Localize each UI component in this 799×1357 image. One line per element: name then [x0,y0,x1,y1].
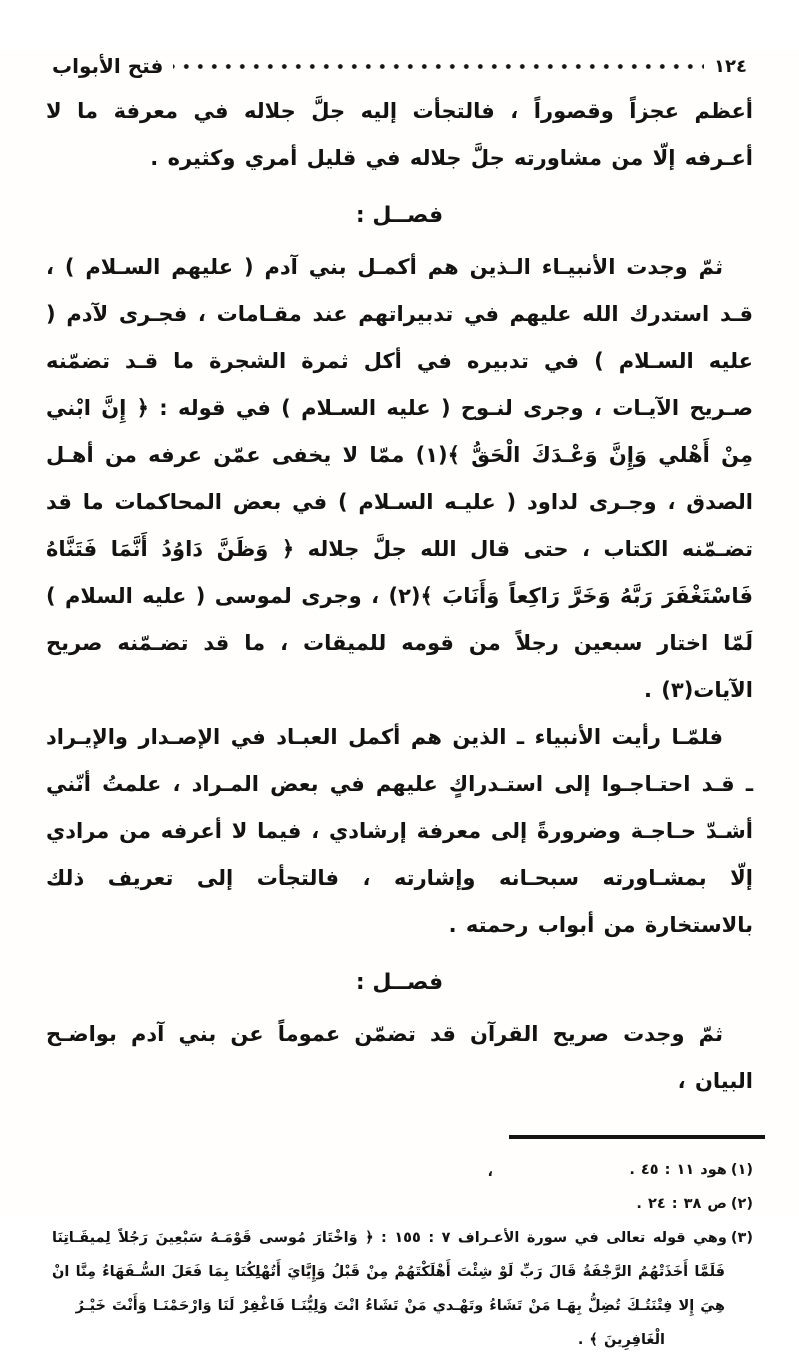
footnotes [0,1153,799,1357]
paragraph-quran-general: ثمّ وجدت صريح القرآن قد تضمّن عموماً عن بني آدم بواضـح البيان ، [46,1022,753,1093]
footnote-1 [52,1153,753,1187]
paragraph-prophets: ثمّ وجدت الأنبيـاء الـذين هم أكمـل بني آدم ( عليهم السـلام ) ، قـد استدرك الله عليهم في تدبيراتهم عند مقـامات ، فجـرى لآدم ( عليه السـلام ) في تدبيره في أكل ثمرة الشجرة ما قـد تضمّنه صـريح الآيـات ، وجرى لنـوح ( عليه السـلام ) في قوله : ﴿ إِنَّ ابْني مِنْ أَهْلي وَإِنَّ وَعْـدَكَ الْحَقُّ ﴾(١) ممّا لا يخفى عمّن عرفه من أهـل الصدق ، وجـرى لداود ( عليـه السـلام ) في بعض المحاكمات ما قد تضـمّنه الكتاب ، حتى قال الله جلَّ جلاله ﴿ وَظَنَّ دَاوُدُ أَنَّمَا فَتَنَّاهُ فَاسْتَغْفَرَ رَبَّهُ وَخَرَّ رَاكِعاً وَأَنَابَ ﴾(٢) ، وجرى لموسى ( عليه السلام ) لَمّا اختار سبعين رجلاً من قومه للميقات ، ما قد تضـمّنه صريح الآيات(٣) . [46,255,753,702]
paragraph-conclusion: فلمّـا رأيت الأنبياء ـ الذين هم أكمل العبـاد في الإصـدار والإيـراد ـ قـد احتـاجـوا إلى استـدراكٍ عليهم في بعض المـراد ، علمتُ أنّني أشـدّ حـاجـة وضرورةً إلى معرفة إرشادي ، فيما لا أعرفه من مرادي إلّا بمشـاورته سبحـانه وإشارته ، فالتجأت إلى تعريف ذلك بالاستخارة من أبواب رحمته . [46,725,753,937]
footnote-3 [52,1221,753,1357]
dotted-leader [173,63,704,70]
paragraph-continuation: أعظم عجزاً وقصوراً ، فالتجأت إليه جلَّ جلاله في معرفة ما لا أعـرفه إلّا من مشاورته جلَّ جلاله في قليل أمري وكثيره . [46,99,753,170]
page-header [52,50,747,82]
footnote-1-stray-comma: ، [487,1163,493,1180]
body-text [0,82,799,1105]
footnote-2 [52,1187,753,1221]
footnote-1-marker: (١) [730,1161,753,1178]
footnote-separator [509,1135,765,1139]
section-heading-2: فصــل : [355,970,444,995]
page-number: ١٢٤ [714,55,747,77]
footnote-3-text: وهي قوله تعالى في سورة الأعـراف ٧ : ١٥٥ : ﴿ وَاخْتَارَ مُوسى قَوْمَـهُ سَبْعِينَ رَجُلاً لِميقَـاتِنَا فَلَمَّا أَخَذَتْهُمُ الرَّجْفَةُ قَالَ رَبِّ لَوْ شِئْتَ أَهْلَكْتَهُمْ مِنْ قَبْلُ وَإِيَّايَ أَتُهْلِكُنَا بِمَا فَعَلَ السُّـفَهَاءُ مِنَّا انْ هِيَ إِلا فِتْنَتُـكَ تُضِلُّ بِهَـا مَنْ تَشَاءُ وتَهْـدي مَنْ تَشَاءُ انْتَ وَلِيُّنَـا فَاغْفِرْ لَنَا وَارْحَمْنَـا وَأَنْتَ خَيْـرُ [52,1229,727,1314]
footnote-1-text: هود ١١ : ٤٥ . [629,1161,727,1178]
footnote-2-marker: (٢) [730,1195,753,1212]
footnote-3-last-line: الْغَافِرِينَ ﴾ . [577,1331,665,1348]
footnote-3-marker: (٣) [730,1229,754,1246]
footnote-2-text: ص ٣٨ : ٢٤ . [636,1195,727,1212]
section-heading-1: فصــل : [355,203,444,228]
running-title: فتح الأبواب [52,54,164,78]
book-page [0,50,799,1348]
